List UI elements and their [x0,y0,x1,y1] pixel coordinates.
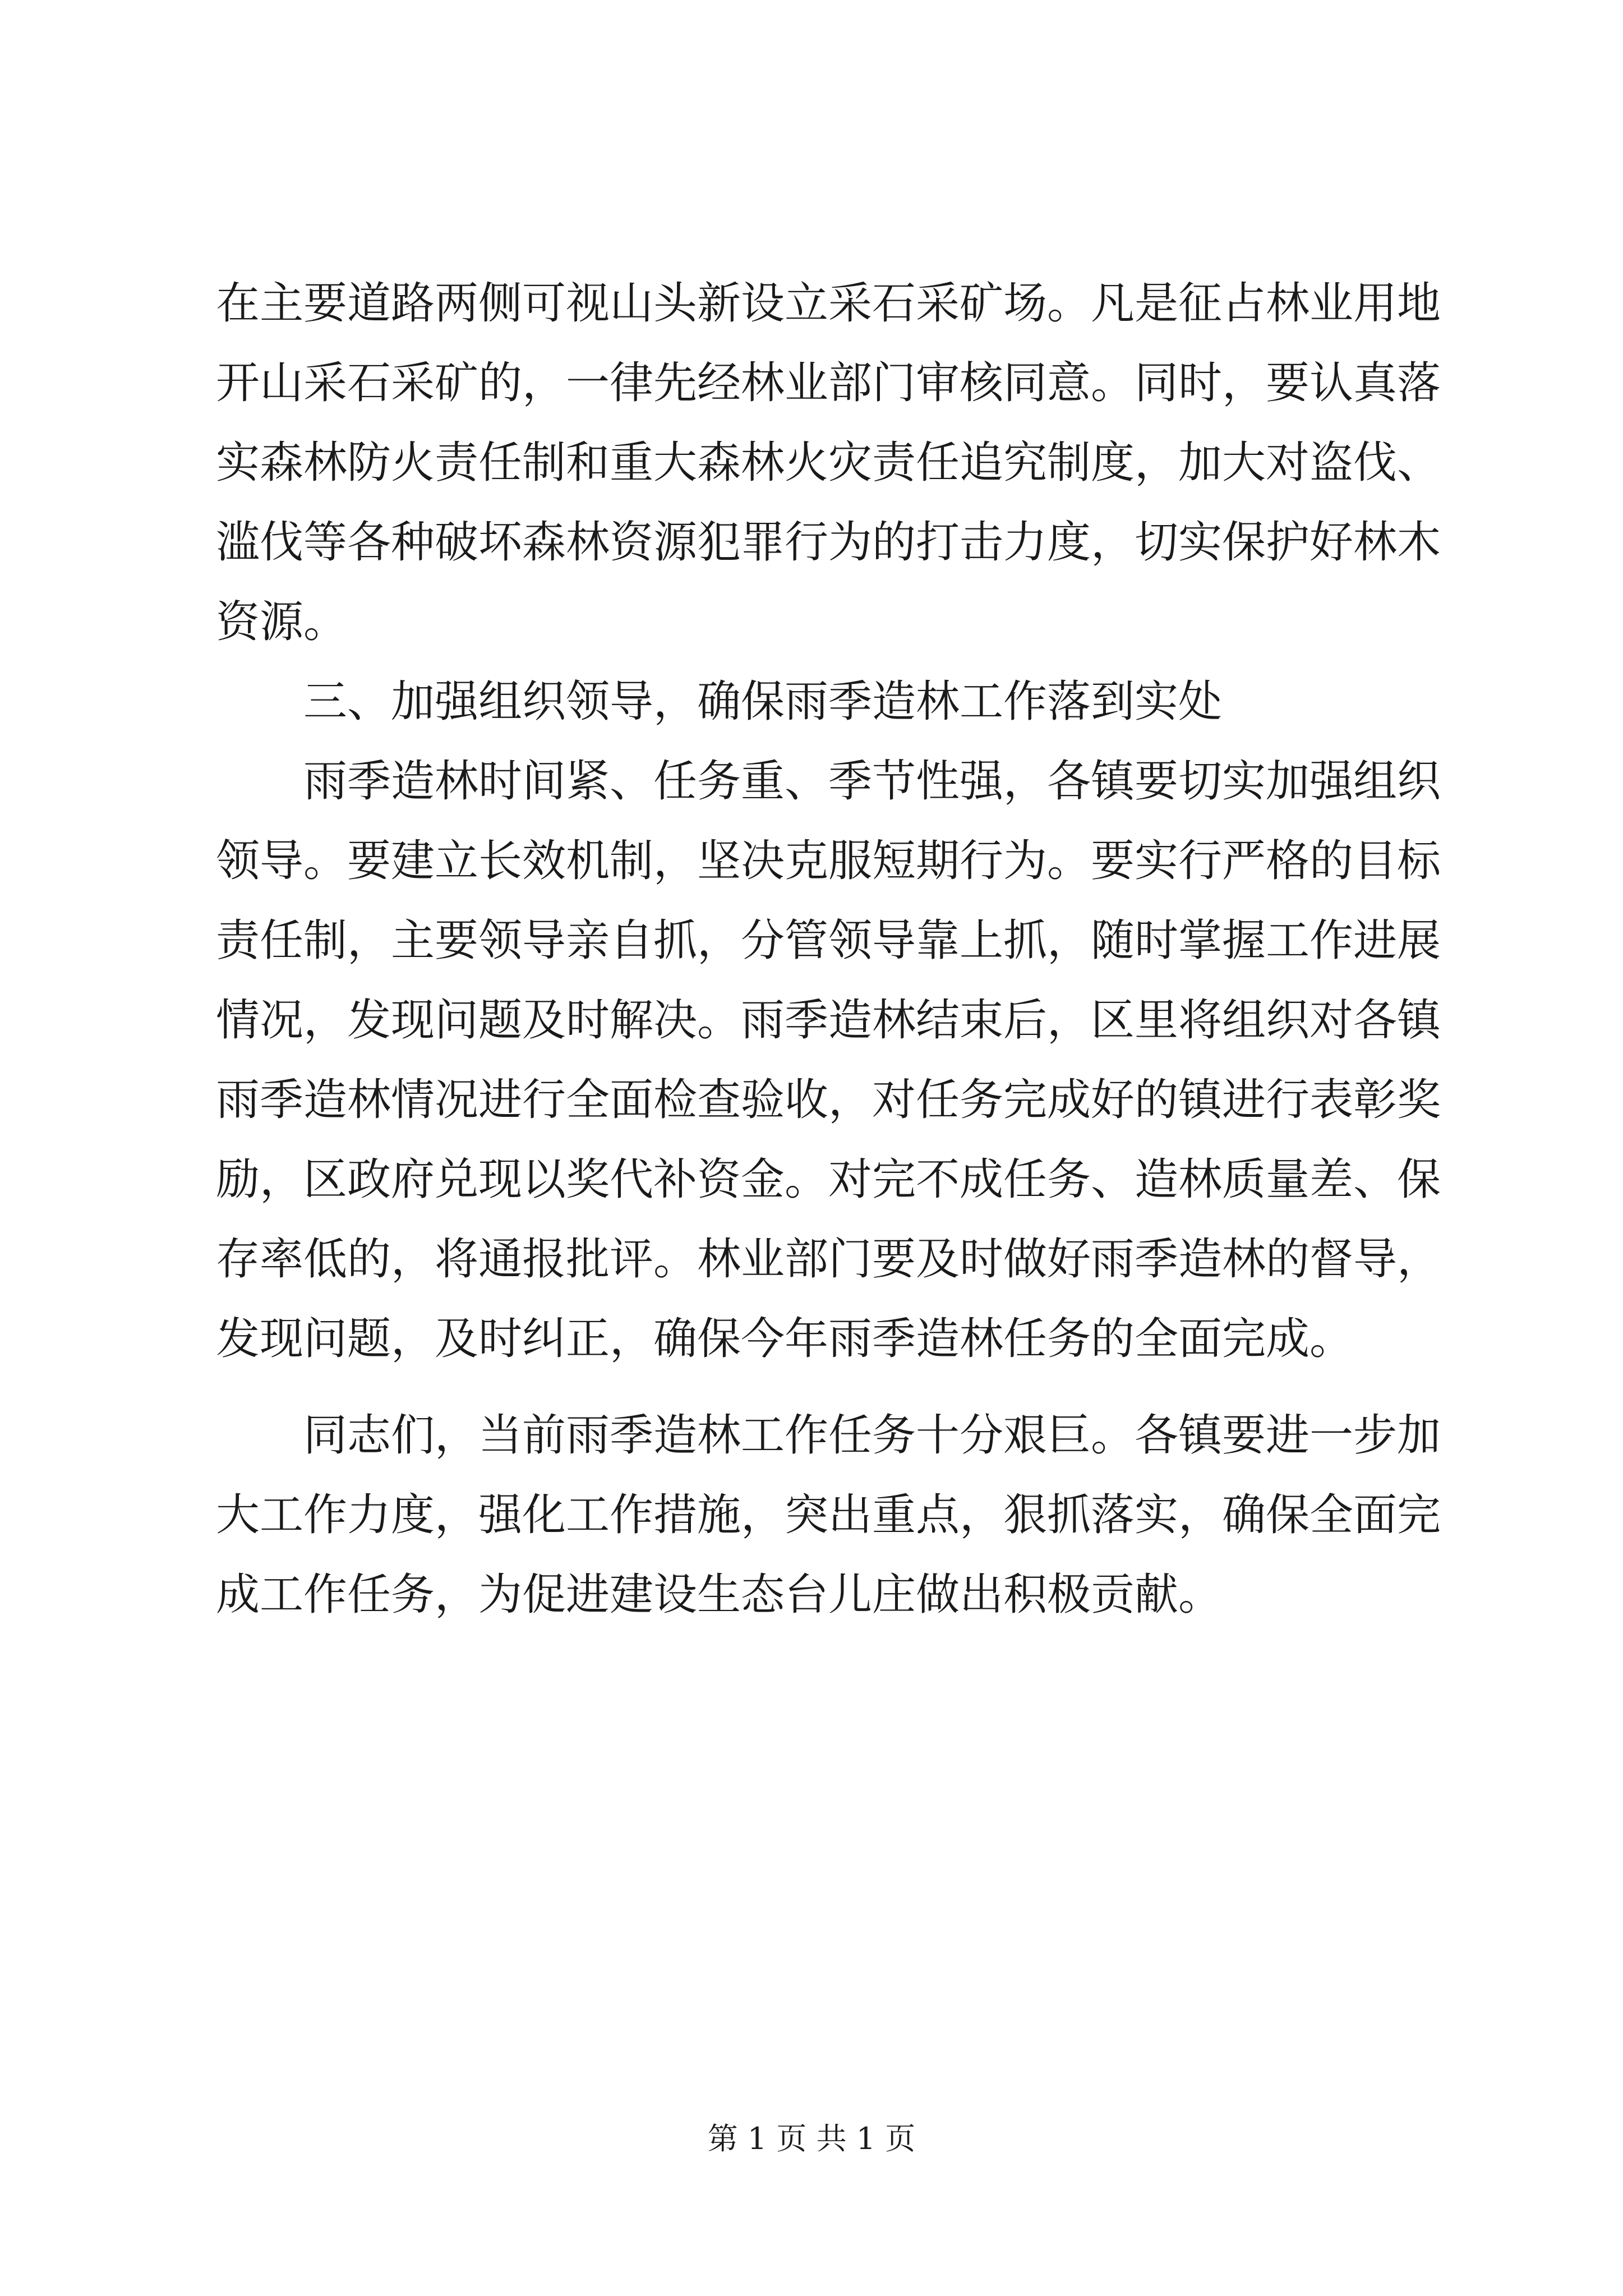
text-line: 在主要道路两侧可视山头新设立采石采矿场。凡是征占林业用地 [216,278,1441,329]
section-heading [216,662,1422,742]
page-footer: 第 1 页 共 1 页 [707,2121,916,2156]
text-line: 实森林防火责任制和重大森林火灾责任追究制度，加大对盗伐、 [216,438,1441,488]
text-line: 存率低的，将通报批评。林业部门要及时做好雨季造林的督导， [216,1234,1441,1285]
text-line: 成工作任务，为促进建设生态台儿庄做出积极贡献。 [216,1570,1223,1620]
text-line: 发现问题，及时纠正，确保今年雨季造林任务的全面完成。 [216,1314,1354,1364]
text-line: 大工作力度，强化工作措施，突出重点，狠抓落实，确保全面完 [216,1490,1441,1540]
text-line: 同志们，当前雨季造林工作任务十分艰巨。各镇要进一步加 [216,1410,1441,1461]
paragraph-organization [216,742,1441,1379]
document-body [216,264,1441,1635]
text-line: 滥伐等各种破坏森林资源犯罪行为的打击力度，切实保护好林木 [216,517,1441,568]
text-line: 雨季造林情况进行全面检查验收，对任务完成好的镇进行表彰奖 [216,1075,1441,1125]
text-line: 资源。 [216,597,348,647]
text-line: 开山采石采矿的，一律先经林业部门审核同意。同时，要认真落 [216,358,1441,408]
paragraph-continued [216,264,1441,662]
heading-line: 三、加强组织领导，确保雨季造林工作落到实处 [216,677,1223,727]
text-line: 领导。要建立长效机制，坚决克服短期行为。要实行严格的目标 [216,836,1441,886]
paragraph-closing [216,1396,1441,1635]
text-line: 励，区政府兑现以奖代补资金。对完不成任务、造林质量差、保 [216,1154,1441,1205]
text-line: 责任制，主要领导亲自抓，分管领导靠上抓，随时掌握工作进展 [216,915,1441,966]
text-line: 情况，发现问题及时解决。雨季造林结束后，区里将组织对各镇 [216,995,1441,1046]
paragraph-gap [216,1379,1422,1396]
text-line: 雨季造林时间紧、任务重、季节性强，各镇要切实加强组织 [216,756,1441,807]
